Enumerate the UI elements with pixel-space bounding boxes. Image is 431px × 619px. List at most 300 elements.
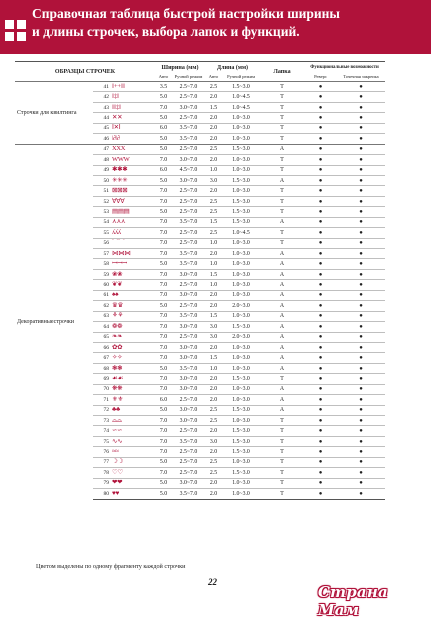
width-manual: 3.5~7.0 [172, 249, 205, 259]
group-label-decorative: Декоративныестрочки [15, 144, 93, 499]
width-manual: 3.0~7.0 [172, 384, 205, 394]
reverse-dot: ● [304, 436, 337, 446]
width-manual: 3.5~7.0 [172, 123, 205, 133]
width-auto: 5.0 [155, 92, 172, 102]
width-auto: 7.0 [155, 342, 172, 352]
width-manual: 3.0~7.0 [172, 478, 205, 488]
width-manual: 3.0~7.0 [172, 175, 205, 185]
reverse-dot: ● [304, 301, 337, 311]
stitch-number: 47 [93, 144, 111, 154]
length-auto: 2.0 [205, 249, 222, 259]
presser-foot: T [260, 92, 304, 102]
lock-stitch-dot: ● [337, 259, 385, 269]
stitch-number: 70 [93, 384, 111, 394]
length-manual: 1.0~3.0 [222, 395, 260, 405]
reverse-dot: ● [304, 478, 337, 488]
lock-stitch-dot: ● [337, 447, 385, 457]
stitch-pattern-icon: ∀∀∀ [111, 196, 155, 206]
stitch-number: 59 [93, 269, 111, 279]
presser-foot: A [260, 395, 304, 405]
stitch-pattern-icon: ✧✧ [111, 353, 155, 363]
stitch-number: 67 [93, 353, 111, 363]
presser-foot: A [260, 217, 304, 227]
length-auto-header: Авто [205, 73, 222, 82]
reverse-dot: ● [304, 395, 337, 405]
width-auto: 7.0 [155, 217, 172, 227]
width-auto: 5.0 [155, 405, 172, 415]
col-samples-header: ОБРАЗЦЫ СТРОЧЕК [15, 62, 155, 82]
lock-stitch-dot: ● [337, 301, 385, 311]
stitch-pattern-icon: ✿✿ [111, 342, 155, 352]
presser-foot: A [260, 384, 304, 394]
stitch-number: 57 [93, 249, 111, 259]
width-auto: 7.0 [155, 238, 172, 248]
table-row [15, 144, 385, 154]
col-functions-header: Функциональные возможности [304, 62, 385, 74]
stitch-number: 61 [93, 290, 111, 300]
stitch-number: 45 [93, 123, 111, 133]
width-manual: 3.5~7.0 [172, 311, 205, 321]
length-manual: 1.0~3.0 [222, 489, 260, 499]
length-manual: 1.0~3.0 [222, 155, 260, 165]
lock-stitch-dot: ● [337, 123, 385, 133]
stitch-pattern-icon: ✱✱✱ [111, 165, 155, 175]
width-auto: 7.0 [155, 249, 172, 259]
width-auto: 7.0 [155, 447, 172, 457]
width-manual: 2.5~7.0 [172, 395, 205, 405]
length-manual: 1.0~3.0 [222, 238, 260, 248]
width-manual: 2.5~7.0 [172, 92, 205, 102]
stitch-pattern-icon: ♡♡ [111, 468, 155, 478]
lock-stitch-dot: ● [337, 113, 385, 123]
width-auto: 7.0 [155, 468, 172, 478]
length-auto: 2.0 [205, 395, 222, 405]
stitch-pattern-icon: ꟷꟷꟷ [111, 259, 155, 269]
width-auto: 7.0 [155, 384, 172, 394]
presser-foot: T [260, 113, 304, 123]
length-auto: 2.0 [205, 374, 222, 384]
width-auto: 5.0 [155, 207, 172, 217]
stitch-pattern-icon: ❤❤ [111, 478, 155, 488]
presser-foot: T [260, 447, 304, 457]
presser-foot: T [260, 207, 304, 217]
length-auto: 2.0 [205, 290, 222, 300]
width-auto-header: Авто [155, 73, 172, 82]
width-auto: 7.0 [155, 186, 172, 196]
stitch-number: 58 [93, 259, 111, 269]
stitch-number: 72 [93, 405, 111, 415]
width-auto: 7.0 [155, 290, 172, 300]
width-manual: 2.5~7.0 [172, 113, 205, 123]
length-auto: 2.0 [205, 478, 222, 488]
length-auto: 2.5 [205, 468, 222, 478]
stitch-number: 74 [93, 426, 111, 436]
table-header-row [15, 62, 385, 74]
page-title-line-2: и длины строчек, выбора лапок и функций. [32, 24, 300, 39]
lock-stitch-dot: ● [337, 436, 385, 446]
stitch-number: 69 [93, 374, 111, 384]
stitch-number: 43 [93, 102, 111, 112]
reverse-dot: ● [304, 280, 337, 290]
stitch-number: 80 [93, 489, 111, 499]
length-manual: 1.5~3.0 [222, 175, 260, 185]
width-auto: 7.0 [155, 426, 172, 436]
stitch-pattern-icon: ✳✳✳ [111, 175, 155, 185]
stitch-pattern-icon: ❁❁ [111, 322, 155, 332]
length-auto: 2.5 [205, 196, 222, 206]
stitch-pattern-icon: ♥♥ [111, 489, 155, 499]
width-manual: 3.0~7.0 [172, 416, 205, 426]
lock-stitch-dot: ● [337, 207, 385, 217]
reverse-dot: ● [304, 447, 337, 457]
width-auto: 7.0 [155, 322, 172, 332]
stitch-number: 55 [93, 228, 111, 238]
lock-stitch-dot: ● [337, 155, 385, 165]
width-auto: 5.0 [155, 259, 172, 269]
length-manual: 1.0~3.0 [222, 342, 260, 352]
width-auto: 5.0 [155, 363, 172, 373]
reverse-dot: ● [304, 144, 337, 154]
length-auto: 2.0 [205, 489, 222, 499]
stitch-number: 77 [93, 457, 111, 467]
width-manual: 4.5~7.0 [172, 165, 205, 175]
width-manual: 3.0~7.0 [172, 405, 205, 415]
presser-foot: T [260, 186, 304, 196]
reverse-dot: ● [304, 322, 337, 332]
lock-stitch-dot: ● [337, 102, 385, 112]
length-auto: 1.5 [205, 102, 222, 112]
reverse-dot: ● [304, 186, 337, 196]
stitch-number: 41 [93, 82, 111, 92]
presser-foot: A [260, 311, 304, 321]
presser-foot: A [260, 280, 304, 290]
width-auto: 7.0 [155, 280, 172, 290]
reverse-header: Реверс [304, 73, 337, 82]
stitch-pattern-icon: ☽☽ [111, 457, 155, 467]
lock-stitch-dot: ● [337, 196, 385, 206]
width-auto: 5.0 [155, 489, 172, 499]
stitch-number: 62 [93, 301, 111, 311]
presser-foot: T [260, 489, 304, 499]
stitch-number: 66 [93, 342, 111, 352]
lock-stitch-dot: ● [337, 144, 385, 154]
stitch-pattern-icon: ∽∽ [111, 426, 155, 436]
stitch-number: 44 [93, 113, 111, 123]
stitch-number: 75 [93, 436, 111, 446]
presser-foot: T [260, 436, 304, 446]
presser-foot: T [260, 228, 304, 238]
length-auto: 2.5 [205, 405, 222, 415]
stitch-pattern-icon: ☙☙ [111, 374, 155, 384]
col-length-header: Длина (мм) [205, 62, 260, 74]
reverse-dot: ● [304, 457, 337, 467]
width-auto: 7.0 [155, 374, 172, 384]
width-auto: 7.0 [155, 436, 172, 446]
length-manual: 1.0~3.0 [222, 290, 260, 300]
lock-stitch-dot: ● [337, 175, 385, 185]
length-auto: 2.0 [205, 155, 222, 165]
lock-stitch-dot: ● [337, 363, 385, 373]
lock-stitch-dot: ● [337, 280, 385, 290]
reverse-dot: ● [304, 102, 337, 112]
length-auto: 3.0 [205, 332, 222, 342]
lock-stitch-header: Точечная закрепка [337, 73, 385, 82]
width-auto: 3.5 [155, 82, 172, 92]
length-manual: 1.0~3.0 [222, 384, 260, 394]
width-manual: 2.5~7.0 [172, 144, 205, 154]
length-manual: 2.0~3.0 [222, 301, 260, 311]
length-auto: 1.0 [205, 280, 222, 290]
stitch-number: 53 [93, 207, 111, 217]
stitch-pattern-icon: ∿∿ [111, 436, 155, 446]
col-foot-header: Лапка [260, 62, 304, 82]
lock-stitch-dot: ● [337, 165, 385, 175]
width-manual: 2.5~7.0 [172, 468, 205, 478]
lock-stitch-dot: ● [337, 134, 385, 144]
stitch-number: 60 [93, 280, 111, 290]
stitch-number: 79 [93, 478, 111, 488]
length-manual: 1.0~4.5 [222, 102, 260, 112]
length-auto: 1.5 [205, 217, 222, 227]
width-manual: 2.5~7.0 [172, 238, 205, 248]
length-manual: 1.0~3.0 [222, 311, 260, 321]
width-manual: 3.0~7.0 [172, 342, 205, 352]
reverse-dot: ● [304, 342, 337, 352]
presser-foot: T [260, 155, 304, 165]
reverse-dot: ● [304, 416, 337, 426]
length-manual: 1.0~3.0 [222, 478, 260, 488]
width-auto: 5.0 [155, 175, 172, 185]
reverse-dot: ● [304, 238, 337, 248]
watermark-logo [318, 583, 428, 619]
reverse-dot: ● [304, 259, 337, 269]
col-width-header: Ширина (мм) [155, 62, 205, 74]
lock-stitch-dot: ● [337, 238, 385, 248]
length-auto: 1.0 [205, 259, 222, 269]
stitch-pattern-icon: ⚜⚜ [111, 395, 155, 405]
width-auto: 7.0 [155, 155, 172, 165]
length-manual: 1.5~3.0 [222, 144, 260, 154]
width-auto: 5.0 [155, 301, 172, 311]
width-manual: 2.5~7.0 [172, 186, 205, 196]
width-manual: 3.0~7.0 [172, 102, 205, 112]
width-manual: 2.5~7.0 [172, 82, 205, 92]
length-auto: 3.0 [205, 175, 222, 185]
lock-stitch-dot: ● [337, 249, 385, 259]
length-manual: 1.5~3.0 [222, 436, 260, 446]
stitch-pattern-icon: ⌓⌓ [111, 416, 155, 426]
width-auto: 7.0 [155, 102, 172, 112]
width-manual: 3.5~7.0 [172, 259, 205, 269]
width-auto: 7.0 [155, 269, 172, 279]
length-auto: 2.5 [205, 207, 222, 217]
lock-stitch-dot: ● [337, 322, 385, 332]
stitch-pattern-icon: ❋❋ [111, 384, 155, 394]
reverse-dot: ● [304, 207, 337, 217]
stitch-number: 49 [93, 165, 111, 175]
lock-stitch-dot: ● [337, 186, 385, 196]
reverse-dot: ● [304, 249, 337, 259]
length-auto: 2.0 [205, 92, 222, 102]
width-manual: 3.0~7.0 [172, 290, 205, 300]
stitch-pattern-icon: ❦❦ [111, 280, 155, 290]
length-auto: 2.0 [205, 426, 222, 436]
presser-foot: A [260, 269, 304, 279]
lock-stitch-dot: ● [337, 269, 385, 279]
stitch-number: 42 [93, 92, 111, 102]
length-manual: 1.0~3.0 [222, 363, 260, 373]
reverse-dot: ● [304, 82, 337, 92]
width-manual: 3.5~7.0 [172, 363, 205, 373]
reverse-dot: ● [304, 196, 337, 206]
lock-stitch-dot: ● [337, 416, 385, 426]
stitch-number: 52 [93, 196, 111, 206]
length-manual: 1.0~3.0 [222, 280, 260, 290]
presser-foot: T [260, 165, 304, 175]
width-manual: 2.5~7.0 [172, 457, 205, 467]
width-manual: 3.5~7.0 [172, 436, 205, 446]
length-manual: 1.5~3.0 [222, 207, 260, 217]
length-manual: 1.0~3.0 [222, 416, 260, 426]
presser-foot: T [260, 238, 304, 248]
reverse-dot: ● [304, 155, 337, 165]
width-auto: 5.0 [155, 457, 172, 467]
presser-foot: T [260, 196, 304, 206]
stitch-number: 78 [93, 468, 111, 478]
presser-foot: A [260, 322, 304, 332]
length-auto: 2.0 [205, 447, 222, 457]
width-auto: 7.0 [155, 228, 172, 238]
presser-foot: T [260, 457, 304, 467]
stitch-pattern-icon: ʎʎʎ [111, 228, 155, 238]
stitch-pattern-icon: ♠♠ [111, 290, 155, 300]
stitch-number: 50 [93, 175, 111, 185]
presser-foot: A [260, 353, 304, 363]
lock-stitch-dot: ● [337, 290, 385, 300]
stitch-pattern-icon: ⌒⌒ [111, 238, 155, 248]
width-manual: 2.5~7.0 [172, 332, 205, 342]
length-manual: 1.5~3.0 [222, 468, 260, 478]
stitch-number: 64 [93, 322, 111, 332]
stitch-pattern-icon: ♛♛ [111, 301, 155, 311]
stitch-number: 73 [93, 416, 111, 426]
stitch-number: 65 [93, 332, 111, 342]
reverse-dot: ● [304, 217, 337, 227]
length-manual: 1.0~3.0 [222, 165, 260, 175]
lock-stitch-dot: ● [337, 468, 385, 478]
presser-foot: T [260, 82, 304, 92]
lock-stitch-dot: ● [337, 374, 385, 384]
stitch-number: 51 [93, 186, 111, 196]
width-auto: 7.0 [155, 353, 172, 363]
reverse-dot: ● [304, 269, 337, 279]
length-manual: 1.5~3.0 [222, 405, 260, 415]
presser-foot: T [260, 374, 304, 384]
header-logo-icon [5, 20, 27, 42]
length-auto: 2.0 [205, 113, 222, 123]
stitch-pattern-icon: ⋏⋏⋏ [111, 217, 155, 227]
length-auto: 3.0 [205, 436, 222, 446]
length-auto: 2.5 [205, 82, 222, 92]
stitch-pattern-icon: ǀǀǀǀ‡ǀǀ [111, 102, 155, 112]
lock-stitch-dot: ● [337, 395, 385, 405]
presser-foot: A [260, 144, 304, 154]
reverse-dot: ● [304, 175, 337, 185]
width-manual: 2.5~7.0 [172, 426, 205, 436]
lock-stitch-dot: ● [337, 405, 385, 415]
length-manual: 1.0~4.5 [222, 228, 260, 238]
presser-foot: A [260, 301, 304, 311]
length-manual: 1.0~3.0 [222, 269, 260, 279]
stitch-pattern-icon: ≈≈ [111, 447, 155, 457]
stitch-number: 68 [93, 363, 111, 373]
reverse-dot: ● [304, 426, 337, 436]
length-manual: 1.5~3.0 [222, 217, 260, 227]
stitch-pattern-icon: ǀǀ++ǀǀǀǀ [111, 82, 155, 92]
length-auto: 2.0 [205, 342, 222, 352]
length-manual: 1.5~3.0 [222, 426, 260, 436]
width-auto: 7.0 [155, 332, 172, 342]
length-manual: 1.0~3.0 [222, 186, 260, 196]
length-manual: 2.0~3.0 [222, 332, 260, 342]
length-manual: 1.0~3.0 [222, 113, 260, 123]
width-auto: 5.0 [155, 113, 172, 123]
stitch-number: 63 [93, 311, 111, 321]
width-manual: 3.0~7.0 [172, 353, 205, 363]
width-auto: 5.0 [155, 144, 172, 154]
width-manual: 3.5~7.0 [172, 489, 205, 499]
presser-foot: T [260, 468, 304, 478]
lock-stitch-dot: ● [337, 92, 385, 102]
length-manual: 1.0~4.5 [222, 92, 260, 102]
lock-stitch-dot: ● [337, 489, 385, 499]
length-manual: 1.0~3.0 [222, 123, 260, 133]
watermark-text: Страна Мам [318, 583, 388, 619]
stitch-number: 54 [93, 217, 111, 227]
stitch-pattern-icon: ǀǀ‡ǀǀ [111, 92, 155, 102]
length-manual: 1.5~3.0 [222, 447, 260, 457]
lock-stitch-dot: ● [337, 426, 385, 436]
presser-foot: A [260, 249, 304, 259]
length-auto: 3.0 [205, 322, 222, 332]
reverse-dot: ● [304, 405, 337, 415]
reverse-dot: ● [304, 92, 337, 102]
stitch-number: 76 [93, 447, 111, 457]
lock-stitch-dot: ● [337, 342, 385, 352]
presser-foot: A [260, 405, 304, 415]
presser-foot: A [260, 175, 304, 185]
stitch-pattern-icon: WWW [111, 155, 155, 165]
stitch-pattern-icon: ▤▤▤ [111, 207, 155, 217]
presser-foot: T [260, 416, 304, 426]
lock-stitch-dot: ● [337, 82, 385, 92]
lock-stitch-dot: ● [337, 311, 385, 321]
length-auto: 2.5 [205, 144, 222, 154]
reverse-dot: ● [304, 353, 337, 363]
length-manual: 1.5~3.0 [222, 82, 260, 92]
length-auto: 1.0 [205, 238, 222, 248]
page-header [0, 0, 431, 54]
stitch-pattern-icon: ꟾ✕ꟾ [111, 123, 155, 133]
length-manual: 1.0~3.0 [222, 457, 260, 467]
reverse-dot: ● [304, 290, 337, 300]
reverse-dot: ● [304, 113, 337, 123]
page-title-line-1: Справочная таблица быстрой настройки ширины [32, 6, 340, 21]
reverse-dot: ● [304, 468, 337, 478]
width-manual: 3.5~7.0 [172, 134, 205, 144]
length-auto: 1.5 [205, 353, 222, 363]
presser-foot: A [260, 290, 304, 300]
